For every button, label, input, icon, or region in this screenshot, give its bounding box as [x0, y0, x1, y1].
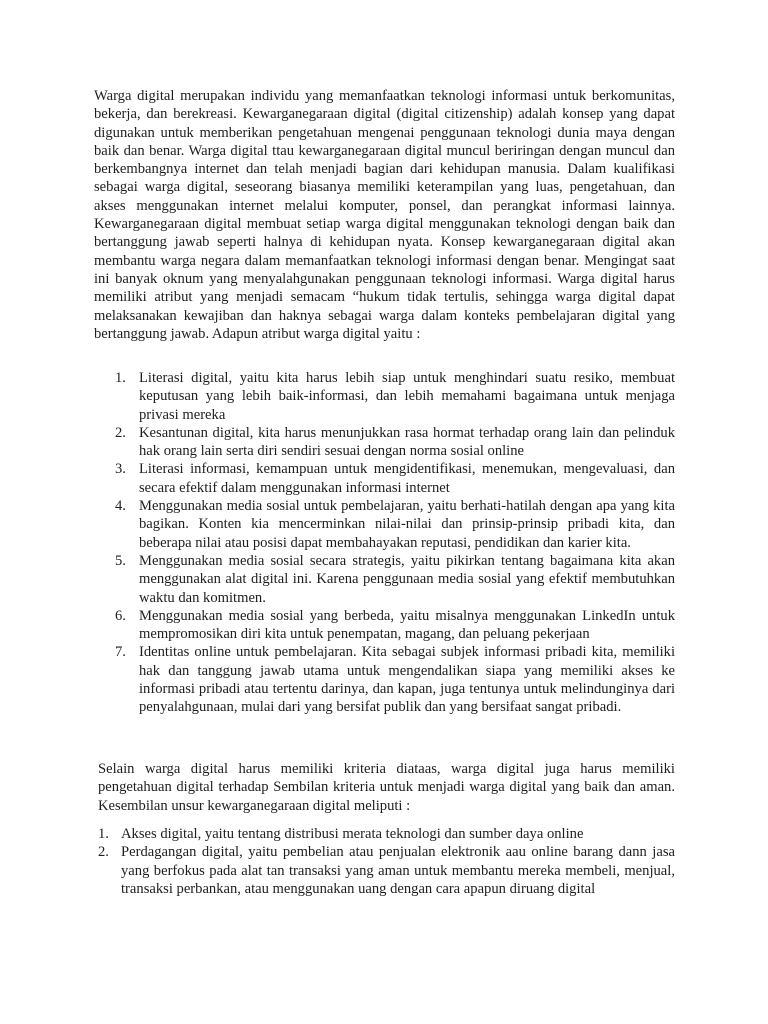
criteria-paragraph: Selain warga digital harus memiliki kriteria diataas, warga digital juga harus memiliki pengetahuan digital terhadap Sembilan kriteria untuk menjadi warga digital yang baik dan aman. Kesembilan unsur kewarganegaraan digital meliputi :: [98, 761, 675, 814]
list-item-number: 1.: [115, 370, 126, 386]
list-item-text: Literasi informasi, kemampuan untuk mengidentifikasi, menemukan, mengevaluasi, dan secara efektif dalam menggunakan informasi internet: [139, 461, 675, 496]
list-item: [98, 825, 675, 843]
list-item: [115, 424, 675, 461]
digital-citizen-attributes-list: [115, 369, 675, 717]
list-item-text: Kesantunan digital, kita harus menunjukkan rasa hormat terhadap orang lain dan pelinduk hak orang lain serta diri sendiri sesuai dengan norma sosial online: [139, 424, 675, 460]
list-item: [115, 607, 675, 644]
list-item-text: Akses digital, yaitu tentang distribusi merata teknologi dan sumber daya online: [121, 826, 584, 842]
list-item-number: 5.: [115, 552, 126, 569]
list-item: [115, 552, 675, 607]
list-item: [115, 497, 675, 552]
list-item-text: Menggunakan media sosial yang berbeda, yaitu misalnya menggunakan LinkedIn untuk mempromosikan diri kita untuk penempatan, magang, dan peluang pekerjaan: [139, 607, 675, 643]
intro-paragraph: Warga digital merupakan individu yang memanfaatkan teknologi informasi untuk berkomunitas, bekerja, dan berekreasi. Kewarganegaraan digital (digital citizenship) adalah konsep yang dapat digunakan untuk memberikan pengetahuan mengenai penggunaan teknologi dunia maya dengan baik dan benar. Warga digital ttau kewarganegaraan digital muncul beriringan dengan muncul dan berkembangnya internet dan telah menjadi bagian dari kehidupan manusia. Dalam kualifikasi sebagai warga digital, seseorang biasanya memiliki keterampilan yang luas, pengetahuan, dan akses menggunakan internet melalui komputer, ponsel, dan perangkat informasi lainnya. Kewarganegaraan digital membuat setiap warga digital menggunakan teknologi dengan baik dan bertanggung jawab seperti halnya di kehidupan nyata. Konsep kewarganegaraan digital akan membantu warga negara dalam memanfaatkan teknologi informasi dengan benar. Mengingat saat ini banyak oknum yang menyalahgunakan penggunaan teknologi informasi. Warga digital harus memiliki atribut yang menjadi semacam “hukum tidak tertulis, sehingga warga digital dapat melaksanakan kewajiban dan haknya sebagai warga dalam konteks pembelajaran digital yang bertanggung jawab. Adapun atribut warga digital yaitu :: [94, 88, 675, 342]
citizenship-elements-list: [98, 825, 675, 898]
list-item: [115, 643, 675, 716]
list-item: [115, 460, 675, 497]
list-item: [98, 843, 675, 898]
list-item-text: Perdagangan digital, yaitu pembelian atau penjualan elektronik aau online barang dann jasa yang berfokus pada alat tan transaksi yang aman untuk membantu mereka membeli, menjual, transaksi perbankan, atau menggunakan uang dengan cara apapun diruang digital: [121, 844, 675, 897]
list-item-text: Identitas online untuk pembelajaran. Kita sebagai subjek informasi pribadi kita, memiliki hak dan tanggung jawab utama untuk mengendalikan siapa yang memiliki akses ke informasi pribadi atau tertentu darinya, dan kapan, juga tentunya untuk melindunginya dari penyalahgunaan, mulai dari yang bersifat publik dan yang bersifaat sangat pribadi.: [139, 644, 675, 716]
list-item-text: Literasi digital, yaitu kita harus lebih siap untuk menghindari suatu resiko, membuat keputusan yang lebih baik-informasi, dan lebih memahami bagaimana untuk menjaga privasi mereka: [139, 370, 675, 423]
list-item-number: 4.: [115, 498, 126, 515]
list-item-number: 6.: [115, 607, 126, 624]
list-item-text: Menggunakan media sosial untuk pembelajaran, yaitu berhati-hatilah dengan apa yang kita bagikan. Konten kia mencerminkan nilai-nilai dan prinsip-prinsip pribadi kita, dan beberapa nilai atau posisi dapat membahayakan reputasi, pendidikan dan karier kita.: [139, 498, 675, 551]
list-item-number: 3.: [115, 461, 126, 478]
list-item-number: 7.: [115, 644, 126, 661]
list-item-number: 2.: [98, 844, 109, 861]
list-item-text: Menggunakan media sosial secara strategis, yaitu pikirkan tentang bagaimana kita akan menggunakan alat digital ini. Karena penggunaan media sosial yang efektif membutuhkan waktu dan komitmen.: [139, 552, 675, 606]
list-item-number: 2.: [115, 424, 126, 441]
list-item: [115, 369, 675, 424]
list-item-number: 1.: [98, 826, 109, 842]
